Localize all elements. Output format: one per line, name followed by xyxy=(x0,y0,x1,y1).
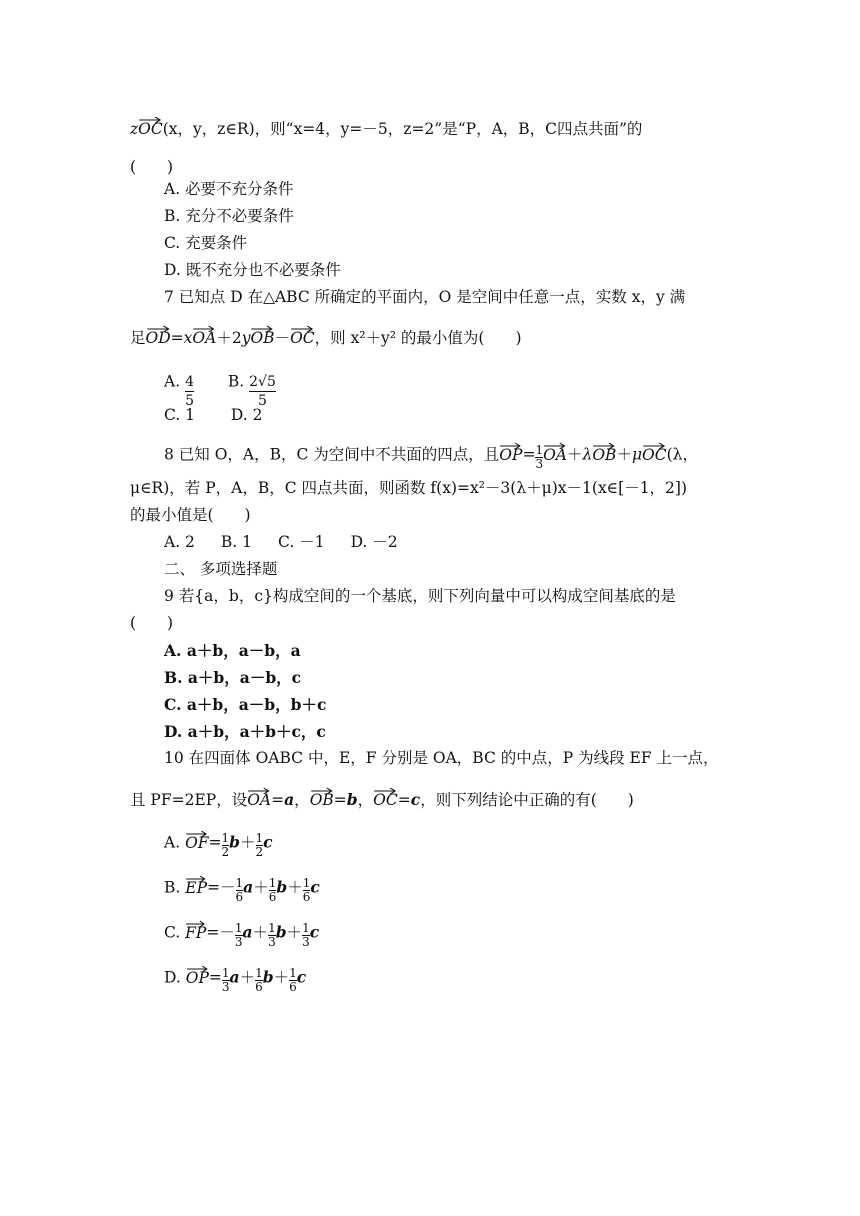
q9-option-a: A. a＋b，a－b，a xyxy=(164,641,301,660)
section-title: 二、 多项选择题 xyxy=(164,560,278,578)
q7-option-b-label: B. xyxy=(227,372,245,391)
q6-stem-prefix: z xyxy=(130,120,139,138)
q10-line1: 10 在四面体 OABC 中，E，F 分别是 OA，BC 的中点，P 为线段 EF 上一点， xyxy=(164,749,719,767)
q8-options xyxy=(164,535,398,551)
q7-line1: 7 已知点 D 在△ABC 所确定的平面内，O 是空间中任意一点，实数 x，y 满 xyxy=(164,288,686,306)
q6-stem-main: (x，y，z∈R)，则“x=4，y=－5，z=2”是“P，A，B，C四点共面”的 xyxy=(162,120,643,138)
q10-line2: 且 PF=2EP，设 OA=a， OB=b， OC=c，则下列结论中正确的有( ) xyxy=(130,790,634,809)
q8-option-d: D. －2 xyxy=(350,533,398,551)
vector-oc: OC xyxy=(138,122,163,138)
q10-option-c: C. FP=－ $\frac{1}{3}$ a＋ $\frac{1}{3}$ b＋ $\frac{1}{3}$ c xyxy=(164,921,320,949)
q10-option-a: A. OF= $\frac{1}{2}$ b＋ $\frac{1}{2}$ c xyxy=(164,831,273,859)
q7-option-a-label: A. xyxy=(164,372,181,391)
q7-option-b-fraction: $\frac{2√5}{5}$ xyxy=(249,374,276,409)
q10-option-d: D. OP= $\frac{1}{3}$ a＋ $\frac{1}{6}$ b＋ $\frac{1}{6}$ c xyxy=(164,966,307,994)
q7-option-c: C. 1 xyxy=(164,406,196,424)
q8-option-c: C. －1 xyxy=(278,533,325,551)
q6-option-a: A. 必要不充分条件 xyxy=(164,180,294,198)
q7-line2: 足 OD=x OA＋2y OB－ OC，则 x²＋y² 的最小值为( ) xyxy=(130,331,522,347)
q10-option-b: B. EP=－ $\frac{1}{6}$ a＋ $\frac{1}{6}$ b＋ $\frac{1}{6}$ c xyxy=(164,876,320,904)
q8-line3: 的最小值是( ) xyxy=(130,506,251,524)
q9-option-b: B. a＋b，a－b，c xyxy=(164,668,302,687)
q6-paren: ( ) xyxy=(130,158,174,176)
q8-line2: μ∈R)，若 P，A，B，C 四点共面，则函数 f(x)=x²－3(λ＋μ)x－1(x∈[－1，2]) xyxy=(130,479,688,497)
q7-options-ab xyxy=(164,364,276,409)
q6-option-c: C. 充要条件 xyxy=(164,234,248,252)
q9-option-d: D. a＋b，a＋b＋c，c xyxy=(164,722,326,741)
q9-line1: 9 若{a，b，c}构成空间的一个基底，则下列向量中可以构成空间基底的是 xyxy=(164,587,676,605)
q8-option-a: A. 2 xyxy=(164,533,195,551)
q6-option-d: D. 既不充分也不必要条件 xyxy=(164,261,341,279)
q6-stem-line xyxy=(130,122,642,138)
q7-option-a-fraction: $\frac{4}{5}$ xyxy=(185,374,194,409)
q9-paren: ( ) xyxy=(130,614,174,632)
q7-options-cd xyxy=(164,408,263,424)
q8-line1: 8 已知 O，A，B，C 为空间中不共面的四点，且 OP= $\frac{1}{3}$ OA＋λ OB＋μ OC(λ， xyxy=(164,443,698,471)
q8-option-b: B. 1 xyxy=(220,533,253,551)
q6-option-b: B. 充分不必要条件 xyxy=(164,207,294,225)
q7-option-d: D. 2 xyxy=(230,406,263,424)
q9-option-c: C. a＋b，a－b，b＋c xyxy=(164,695,327,714)
